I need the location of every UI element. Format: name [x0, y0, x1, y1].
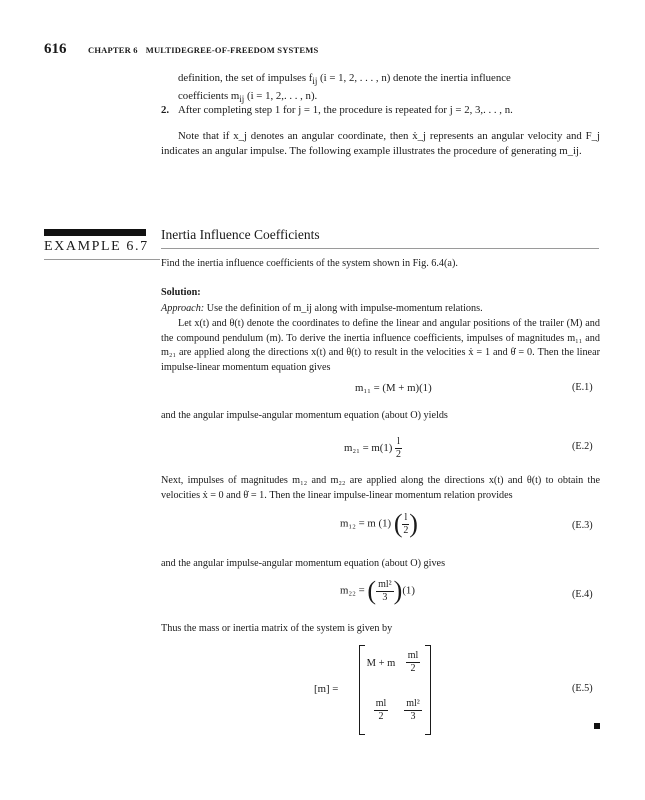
step-text: After completing step 1 for j = 1, the procedure is repeated for j = 2, 3,. . . , n.	[178, 104, 513, 116]
text-after-e1: and the angular impulse-angular momentum equation (about O) yields	[161, 410, 448, 421]
inertia-matrix	[359, 645, 431, 733]
solution-paragraph-2: Next, impulses of magnitudes m₁₂ and m₂₂ are applied along the directions x(t) and θ(t) to obtain the velocities ẋ = 0 and θ̇ = 1. Then the linear impulse-linear momentum relation provides	[161, 475, 600, 501]
example-title: Inertia Influence Coefficients	[161, 227, 320, 242]
example-bar	[44, 229, 146, 236]
intro-line2: coefficients m	[178, 90, 240, 103]
m12-den: 2	[410, 663, 416, 674]
m21-fraction	[374, 698, 389, 723]
e2-den: 2	[396, 449, 401, 460]
e5-lhs: [m] =	[314, 683, 339, 695]
m12-fraction	[406, 650, 421, 675]
e2-lhs: m₂₁ = m(1)	[344, 441, 393, 454]
m12-num: ml	[407, 650, 419, 661]
text-after-e4: Thus the mass or inertia matrix of the system is given by	[161, 623, 393, 634]
page-number: 616	[44, 41, 67, 57]
equation-e4	[340, 578, 415, 604]
step-number: 2.	[161, 104, 170, 116]
e2-fraction	[395, 436, 402, 461]
matrix-m22	[401, 698, 425, 723]
m22-den: 3	[410, 711, 416, 722]
equation-e3	[340, 511, 418, 537]
equation-number-e5: (E.5)	[572, 683, 593, 694]
e4-rparen: )	[393, 576, 403, 605]
example-label: EXAMPLE 6.7	[44, 239, 149, 254]
e4-den: 3	[382, 591, 388, 603]
approach-line	[161, 302, 600, 317]
text-after-e3: and the angular impulse-angular momentum equation (about O) gives	[161, 558, 446, 569]
equation-number-e2: (E.2)	[572, 441, 593, 452]
approach-label: Approach:	[161, 303, 205, 314]
m22-num: ml²	[406, 698, 420, 709]
e3-lhs: m₁₂ = m (1)	[340, 517, 392, 530]
m22-fraction	[404, 698, 422, 723]
equation-e1: m₁₁ = (M + m)(1)	[355, 382, 432, 394]
chapter-label: CHAPTER 6	[88, 45, 138, 55]
label-rule	[44, 259, 160, 260]
running-header	[88, 45, 326, 55]
e4-num: ml²	[378, 578, 392, 590]
title-rule	[161, 248, 599, 249]
e3-lparen: (	[393, 509, 403, 538]
intro-continuation	[178, 71, 600, 107]
equation-number-e1: (E.1)	[572, 382, 593, 393]
end-of-example-mark	[594, 723, 600, 729]
m21-num: ml	[375, 698, 387, 709]
e4-lparen: (	[367, 576, 377, 605]
solution-heading: Solution:	[161, 287, 201, 298]
e2-num: l	[397, 436, 400, 447]
note-paragraph: Note that if x_j denotes an angular coordinate, then ẋ_j represents an angular velocity and F_j indicates an angular impulse. The following example illustrates the procedure of generating m_ij.	[161, 130, 600, 157]
chapter-title: MULTIDEGREE-OF-FREEDOM SYSTEMS	[145, 45, 319, 55]
intro-line1: definition, the set of impulses f	[178, 72, 313, 84]
equation-number-e3: (E.3)	[572, 520, 593, 531]
e3-den: 2	[403, 524, 409, 536]
matrix-m12	[401, 650, 425, 675]
matrix-right-bracket	[425, 645, 431, 735]
solution-paragraph-1: Let x(t) and θ(t) denote the coordinates to define the linear and angular positions of the trailer (M) and the compound pendulum (m). To derive the inertia influence coefficients, impulses of magnitudes m₁₁ and m₂₁ are applied along the directions x(t) and θ(t) to result in the velocities ẋ = 1 and θ̇ = 0. Then the linear impulse-linear momentum equation gives	[161, 318, 600, 373]
equation-e2	[344, 436, 402, 461]
intro-line1-sub: ij	[312, 76, 318, 87]
e4-fraction	[376, 579, 394, 604]
equation-number-e4: (E.4)	[572, 589, 593, 600]
matrix-m21	[367, 698, 395, 723]
e4-lhs: m₂₂ =	[340, 584, 365, 597]
e3-rparen: )	[409, 509, 418, 538]
intro-line1-rest: (i = 1, 2, . . . , n) denote the inertia influence	[317, 72, 511, 84]
problem-statement: Find the inertia influence coefficients of the system shown in Fig. 6.4(a).	[161, 258, 458, 269]
intro-line2-sub: ij	[239, 94, 245, 105]
e4-rhs: (1)	[402, 584, 415, 597]
approach-text: Use the definition of m_ij along with impulse-momentum relations.	[206, 303, 483, 314]
e3-num: l	[404, 511, 408, 523]
intro-line2-rest: (i = 1, 2,. . . , n).	[244, 90, 318, 103]
m21-den: 2	[378, 711, 384, 722]
matrix-m11: M + m	[366, 658, 396, 669]
